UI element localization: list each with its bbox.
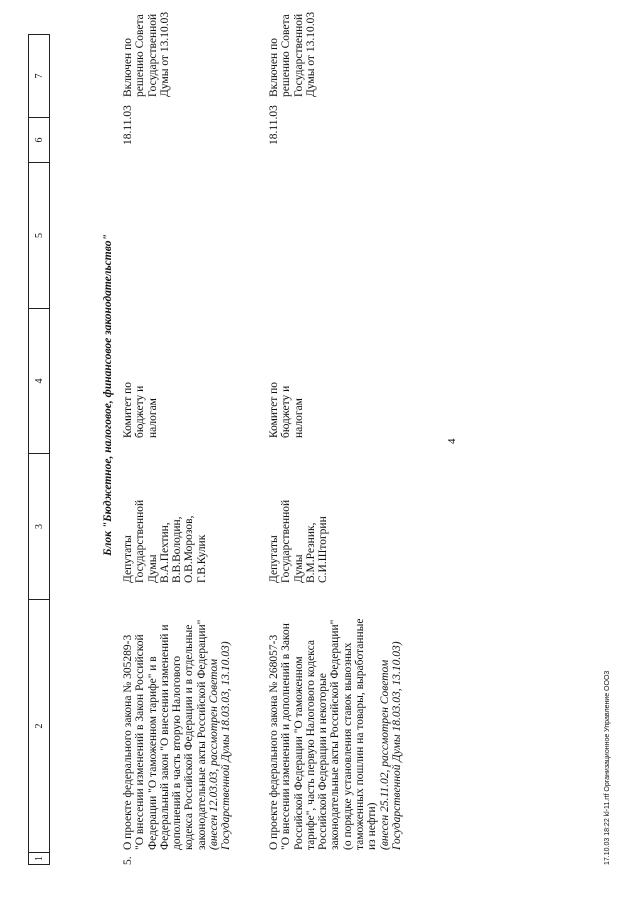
author-line: Думы xyxy=(146,554,159,583)
bill-title-line: из нефти) xyxy=(366,802,379,850)
row-number: 5. xyxy=(122,856,134,865)
bill-title-line: О проекте федерального закона № 268057-3 xyxy=(268,634,280,850)
header-col-6: 6 xyxy=(29,118,50,163)
column-header-table xyxy=(28,34,50,865)
header-col-5: 5 xyxy=(29,163,50,309)
bill-title-line: Российской Федерации "О таможенном xyxy=(292,656,305,850)
rotated-page xyxy=(20,0,620,865)
author-line: Депутаты xyxy=(268,535,280,583)
bill-note-line: (внесен 25.11.02, рассмотрен Советом xyxy=(378,659,391,850)
authors xyxy=(122,453,208,583)
header-col-2: 2 xyxy=(29,600,50,853)
status-line: Государственной xyxy=(292,13,305,97)
bill-title-line: кодекса Российской Федерации и в отдельные xyxy=(183,624,196,850)
bill-title-line: законодательные акты Российской Федерации" xyxy=(195,619,208,850)
committee-line: Комитет по xyxy=(122,382,134,438)
bill-title-line: "О внесении изменений в Закон Российской xyxy=(134,634,147,850)
author-line: Г.В.Кулик xyxy=(195,534,208,583)
header-row xyxy=(29,35,50,865)
review-date: 18.11.03 xyxy=(122,105,134,145)
bill-note-line: Государственной Думы 18.03.03, 13.10.03) xyxy=(390,641,403,850)
author-line: Государственной xyxy=(280,499,293,583)
committee xyxy=(268,308,305,438)
author-line: В.В.Володин, xyxy=(171,516,184,583)
bill-title-line: "О внесении изменений и дополнений в Закон xyxy=(280,623,293,850)
status-line: Включен по xyxy=(122,38,134,97)
status-line: решению Совета xyxy=(134,14,147,97)
header-col-1: 1 xyxy=(29,853,50,865)
bill-title xyxy=(122,600,233,850)
committee-line: налогам xyxy=(146,398,159,438)
bill-title-line: О проекте федерального закона № 305289-3 xyxy=(122,634,134,850)
author-line: Депутаты xyxy=(122,535,134,583)
status-line: решению Совета xyxy=(280,14,293,97)
bill-note-line: Государственной Думы 18.03.03, 13.10.03) xyxy=(220,641,233,850)
bill-title-line: Федерации "О таможенном тарифе" и в xyxy=(146,656,159,850)
bill-title-line: законодательные акты Российской Федерации" xyxy=(329,619,342,850)
bill-title-line: таможенных пошлин на товары, выработанные xyxy=(354,618,367,850)
footer-note: 17.10.03 18:22 kl-11.rtf Организационное Управление ООО3 xyxy=(604,670,611,865)
bill-title xyxy=(268,585,403,850)
committee-line: Комитет по xyxy=(268,382,280,438)
header-col-4: 4 xyxy=(29,309,50,454)
bill-title-line: Федеральный закон "О внесении изменений и xyxy=(158,624,171,850)
bill-note-line: (внесен 12.03.03, рассмотрен Советом xyxy=(208,658,221,850)
header-col-7: 7 xyxy=(29,35,50,118)
status-line: Думы от 13.10.03 xyxy=(304,11,317,97)
bill-title-line: (о порядке установления ставок вывозных xyxy=(341,642,354,850)
bill-title-line: дополнений в часть вторую Налогового xyxy=(171,655,184,850)
author-line: В.А.Пехтин, xyxy=(158,522,171,583)
block-title: Блок "Бюджетное, налоговое, финансовое законодательство" xyxy=(102,234,114,556)
committee xyxy=(122,308,159,438)
status-line: Государственной xyxy=(146,13,159,97)
committee-line: налогам xyxy=(292,398,305,438)
page-number: 4 xyxy=(446,438,458,444)
status xyxy=(122,2,171,97)
committee-line: бюджету и xyxy=(280,385,293,438)
status-line: Думы от 13.10.03 xyxy=(158,11,171,97)
status-line: Включен по xyxy=(268,38,280,97)
committee-line: бюджету и xyxy=(134,385,147,438)
authors xyxy=(268,453,329,583)
author-line: Думы xyxy=(292,554,305,583)
header-col-3: 3 xyxy=(29,454,50,600)
author-line: С.И.Штогрин xyxy=(317,516,330,583)
bill-title-line: Российской Федерации и некоторые xyxy=(317,673,330,850)
author-line: О.В.Морозов, xyxy=(183,515,196,583)
author-line: В.М.Резник, xyxy=(304,522,317,583)
author-line: Государственной xyxy=(134,499,147,583)
bill-title-line: тарифе", часть первую Налогового кодекса xyxy=(304,640,317,850)
status xyxy=(268,2,317,97)
review-date: 18.11.03 xyxy=(268,105,280,145)
